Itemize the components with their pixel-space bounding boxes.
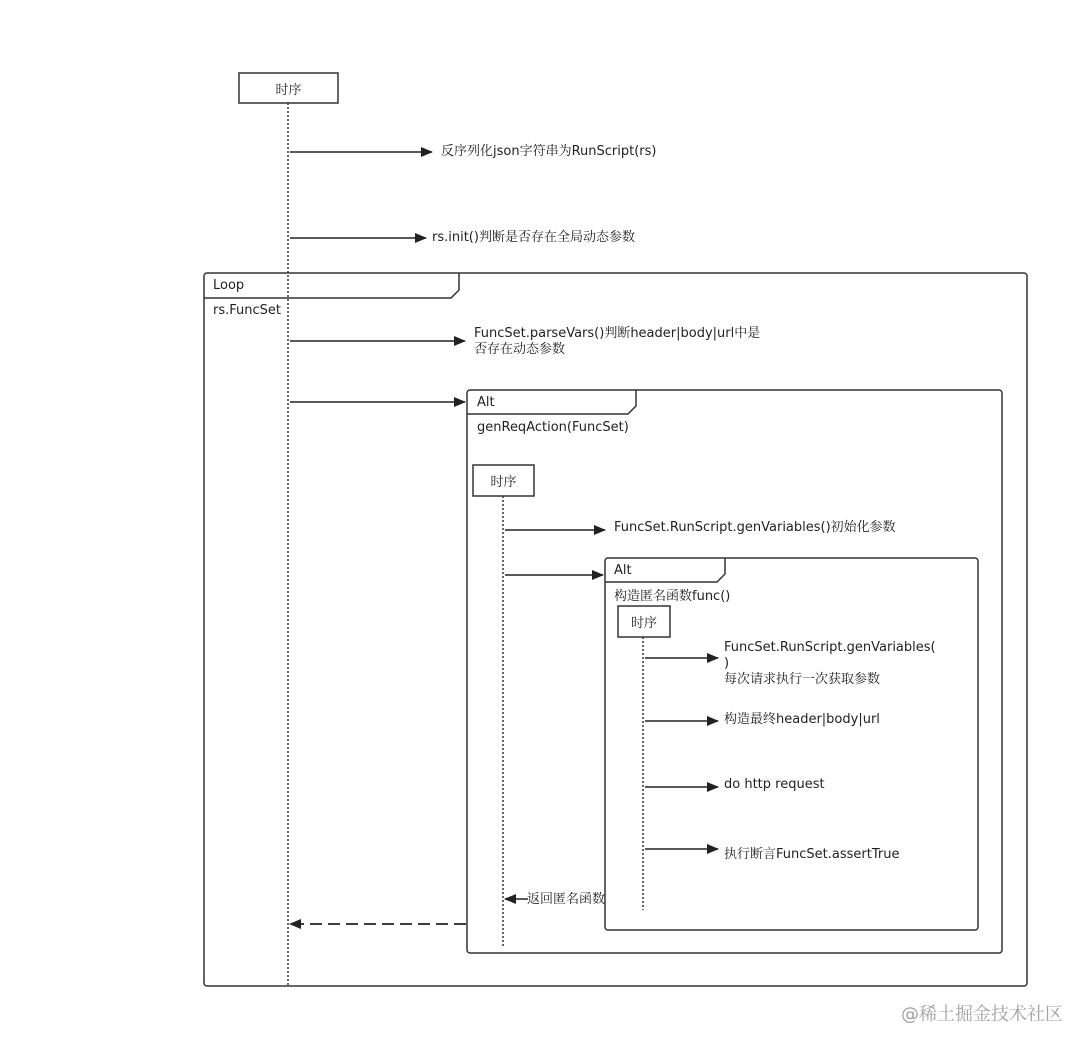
message-label-2: rs.init()判断是否存在全局动态参数	[432, 230, 635, 245]
lifeline-label-inner: 时序	[490, 475, 517, 490]
loop-frame-label: Loop	[213, 278, 245, 293]
message-label-4: FuncSet.RunScript.genVariables()初始化参数	[614, 520, 896, 535]
watermark: @稀土掘金技术社区	[901, 1004, 1063, 1025]
lifeline-label-innermost: 时序	[630, 616, 657, 631]
lifeline-label-main: 时序	[275, 82, 302, 98]
message-label-6: 构造最终header|body|url	[724, 712, 880, 727]
message-label-8: 执行断言FuncSet.assertTrue	[724, 847, 900, 862]
return-label: 返回匿名函数	[527, 892, 606, 907]
alt-outer-condition: genReqAction(FuncSet)	[477, 420, 629, 435]
alt-inner-label: Alt	[614, 563, 632, 578]
message-label-3a: FuncSet.parseVars()判断header|body|url中是	[474, 326, 761, 341]
alt-outer-label: Alt	[477, 395, 495, 410]
message-label-3b: 否存在动态参数	[474, 342, 566, 357]
message-label-5c: 每次请求执行一次获取参数	[724, 672, 881, 687]
message-label-5b: )	[724, 656, 730, 671]
message-label-5a: FuncSet.RunScript.genVariables(	[724, 640, 936, 655]
alt-inner-condition: 构造匿名函数func()	[614, 589, 731, 604]
message-label-1: 反序列化json字符串为RunScript(rs)	[441, 144, 657, 159]
message-label-7: do http request	[724, 777, 825, 792]
loop-frame-condition: rs.FuncSet	[213, 303, 281, 318]
